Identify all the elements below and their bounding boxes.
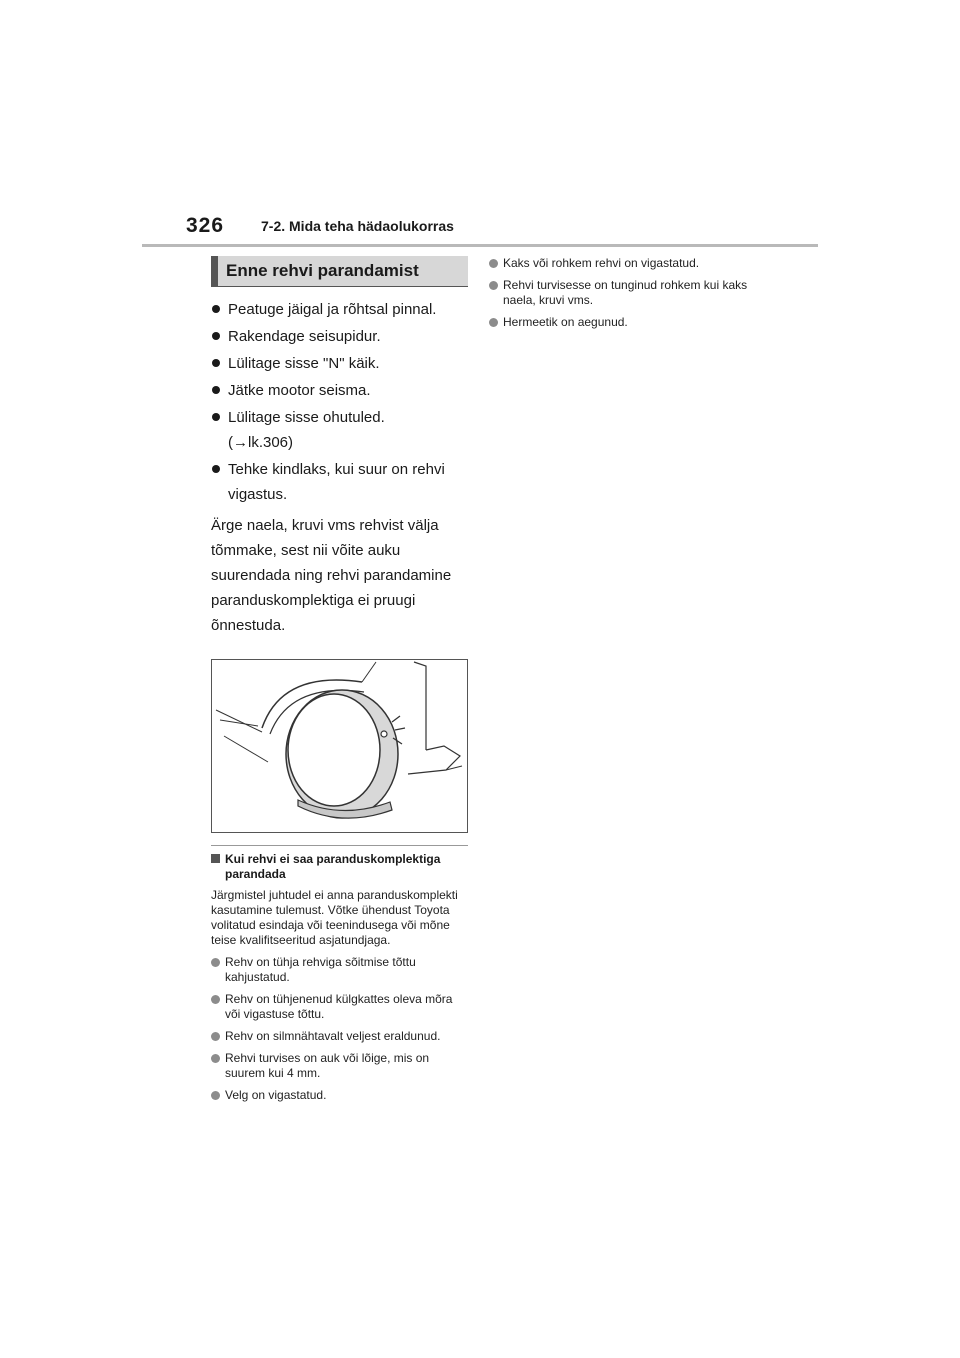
arrow-right-icon: → [233, 434, 248, 451]
case-item: Hermeetik on aegunud. [489, 315, 757, 330]
case-list [211, 955, 468, 1103]
note-divider [211, 845, 468, 846]
precaution-item-text: Lülitage sisse ohutuled. [228, 409, 385, 426]
case-list-continued [489, 256, 757, 330]
precaution-item: Lülitage sisse ohutuled. (→lk.306) [211, 405, 468, 455]
precaution-item: Lülitage sisse "N" käik. [211, 351, 468, 376]
right-column [489, 256, 757, 337]
note-heading [211, 852, 468, 882]
note-body: Järgmistel juhtudel ei anna paranduskomplekti kasutamine tulemust. Võtke ühendust Toyota volitatud esindaja või teenindusega või mõne teise kvalifitseeritud asjatundjaga. [211, 888, 458, 947]
case-item: Rehv on tühja rehviga sõitmise tõttu kahjustatud. [211, 955, 468, 985]
section-title: 7-2. Mida teha hädaolukorras [261, 218, 454, 234]
case-item: Rehv on silmnähtavalt veljest eraldunud. [211, 1029, 468, 1044]
precaution-item: Peatuge jäigal ja rõhtsal pinnal. [211, 297, 468, 322]
precaution-item: Jätke mootor seisma. [211, 378, 468, 403]
case-item: Rehvi turvisesse on tunginud rohkem kui kaks naela, kruvi vms. [489, 278, 757, 308]
note-heading-text: Kui rehvi ei saa paranduskomplektiga parandada [225, 852, 441, 881]
tire-illustration [211, 659, 468, 833]
case-item: Velg on vigastatud. [211, 1088, 468, 1103]
left-column [211, 256, 468, 1110]
page-reference-link[interactable]: lk.306 [248, 434, 289, 451]
precaution-item: Rakendage seisupidur. [211, 324, 468, 349]
header-rule [142, 244, 818, 247]
warning-paragraph: Ärge naela, kruvi vms rehvist välja tõmmake, sest nii võite auku suurendada ning rehvi parandamine paranduskomplektiga ei pruugi õnnestuda. [211, 517, 452, 634]
case-item: Rehvi turvises on auk või lõige, mis on suurem kui 4 mm. [211, 1051, 468, 1081]
precaution-list [211, 297, 468, 507]
square-bullet-icon [211, 854, 220, 863]
section-heading: Enne rehvi parandamist [211, 256, 468, 287]
tire-drawing [212, 660, 467, 832]
case-item: Rehv on tühjenenud külgkattes oleva mõra või vigastuse tõttu. [211, 992, 468, 1022]
page-number: 326 [186, 214, 225, 237]
case-item: Kaks või rohkem rehvi on vigastatud. [489, 256, 757, 271]
precaution-item: Tehke kindlaks, kui suur on rehvi vigastus. [211, 457, 468, 507]
